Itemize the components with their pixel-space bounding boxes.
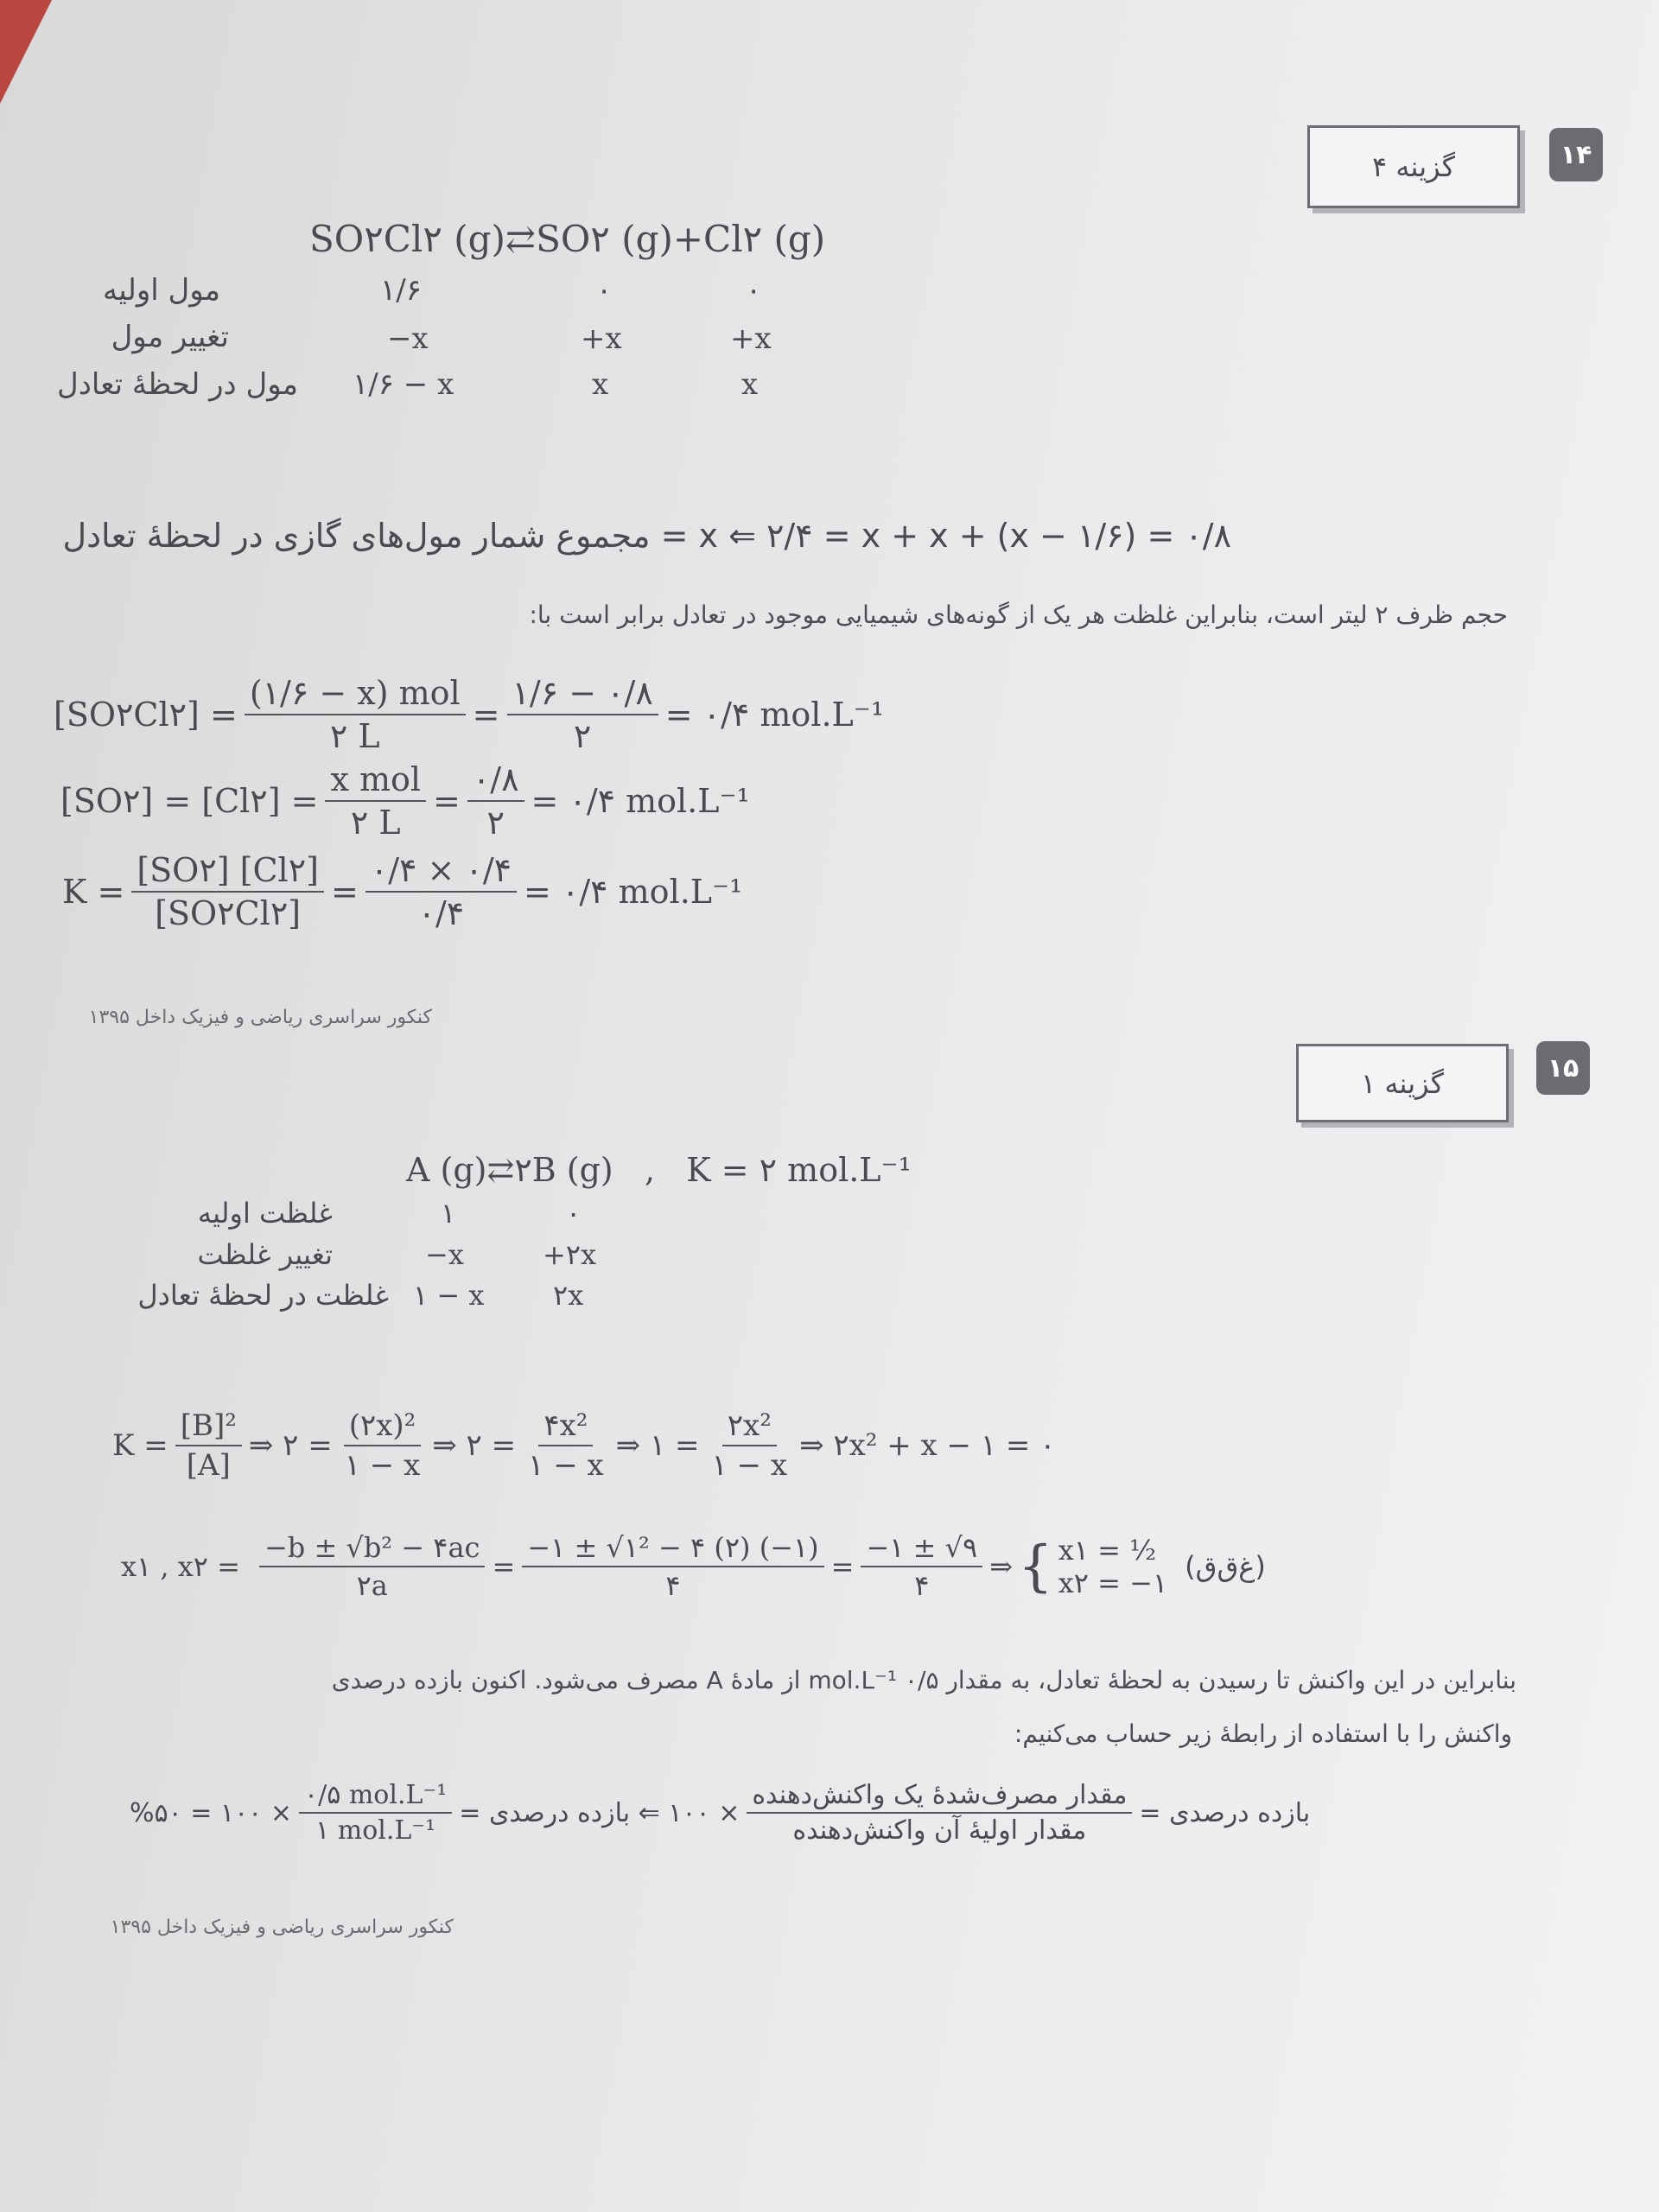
fraction bbox=[707, 1408, 793, 1483]
sum-of-moles-equation: ۰/۸ = x ⇐ ۲/۴ = x + x + (x − ۱/۶) = مجموع شمار مول‌های گازی در لحظهٔ تعادل bbox=[62, 517, 1231, 555]
equals-sign: = bbox=[330, 873, 359, 911]
equation-percent-yield bbox=[130, 1780, 1310, 1846]
numerator: −۱ ± √۱² − ۴ (۲) (−۱) bbox=[522, 1531, 823, 1567]
numerator: [B]² bbox=[175, 1408, 242, 1446]
equation-so2-cl2-concentration bbox=[60, 760, 750, 842]
answer-option-box-14: گزینه ۴ bbox=[1307, 125, 1520, 208]
roots-list bbox=[1058, 1534, 1167, 1599]
fraction bbox=[325, 760, 426, 842]
denominator: ۴ bbox=[665, 1569, 681, 1602]
numerator: (۱/۶ − x) mol bbox=[245, 674, 466, 715]
fraction bbox=[522, 1531, 823, 1602]
page-corner-decoration bbox=[0, 0, 52, 104]
denominator: مقدار اولیهٔ آن واکنش‌دهنده bbox=[792, 1815, 1087, 1846]
numerator: ۰/۸ bbox=[467, 760, 524, 802]
numerator: [SO۲] [Cl۲] bbox=[131, 851, 324, 893]
ice-label-initial: غلظت اولیه bbox=[197, 1197, 333, 1230]
equation-equilibrium-constant-14 bbox=[62, 851, 742, 932]
ice-cell: +x bbox=[581, 321, 622, 356]
denominator: [A] bbox=[186, 1448, 231, 1483]
source-citation-14: کنکور سراسری ریاضی و فیزیک داخل ۱۳۹۵ bbox=[88, 1007, 432, 1028]
denominator: ۲ L bbox=[350, 804, 401, 842]
fraction bbox=[467, 760, 524, 842]
question-number-15: ۱۵ bbox=[1536, 1041, 1590, 1095]
ice-cell: −x bbox=[425, 1238, 464, 1271]
equation-lhs: [SO۲Cl۲] = bbox=[54, 696, 238, 734]
equals-sign: = bbox=[472, 696, 500, 734]
answer-option-box-15: گزینه ۱ bbox=[1296, 1044, 1509, 1122]
fraction bbox=[747, 1780, 1132, 1846]
numerator: (۲x)² bbox=[344, 1408, 422, 1446]
equation-rhs: = ۰/۴ mol.L⁻¹ bbox=[664, 696, 885, 734]
denominator: ۲ bbox=[486, 804, 505, 842]
equals-sign: = bbox=[492, 1550, 516, 1583]
numerator: ۱/۶ − ۰/۸ bbox=[507, 674, 658, 715]
root-1: x۱ = ½ bbox=[1058, 1534, 1157, 1567]
equation-rhs: ⇒ ۲x² + x − ۱ = ۰ bbox=[799, 1428, 1056, 1463]
fraction bbox=[861, 1531, 982, 1602]
ice-cell: ۰ bbox=[596, 273, 613, 308]
ice-cell: +x bbox=[730, 321, 772, 356]
ice-cell: ۰ bbox=[746, 273, 762, 308]
paragraph-consumption-line1: بنابراین در این واکنش تا رسیدن به لحظهٔ تعادل، به مقدار ۰/۵ mol.L⁻¹ از مادهٔ A مصرف می‌شود. اکنون بازده درصدی bbox=[331, 1666, 1516, 1694]
fraction bbox=[175, 1408, 242, 1483]
ice-cell: +۲x bbox=[543, 1238, 597, 1271]
numerator: −b ± √b² − ۴ac bbox=[259, 1531, 486, 1567]
equation-lhs: x۱ , x۲ = bbox=[121, 1550, 240, 1583]
fraction bbox=[131, 851, 324, 932]
fraction bbox=[245, 674, 466, 755]
equals-sign: = bbox=[830, 1550, 855, 1583]
ice-cell: ۰ bbox=[566, 1197, 582, 1230]
denominator: ۲a bbox=[356, 1569, 388, 1602]
equation-step: ⇒ ۱ = bbox=[615, 1428, 700, 1463]
fraction bbox=[507, 674, 658, 755]
numerator: ۲x² bbox=[722, 1408, 777, 1446]
rejected-root-note: (غ‌ق‌ق) bbox=[1185, 1550, 1266, 1583]
equation-lhs: [SO۲] = [Cl۲] = bbox=[60, 782, 319, 820]
equation-rhs: = ۰/۴ mol.L⁻¹ bbox=[524, 873, 743, 911]
ice-cell: −x bbox=[387, 321, 429, 356]
numerator: x mol bbox=[325, 760, 426, 802]
equation-equilibrium-constant-15 bbox=[112, 1408, 1055, 1483]
ice-cell: x bbox=[741, 367, 759, 402]
equals-sign: = bbox=[433, 782, 461, 820]
numerator: −۱ ± √۹ bbox=[861, 1531, 982, 1567]
equation-step: ⇒ ۲ = bbox=[432, 1428, 517, 1463]
implies-arrow: ⇒ bbox=[989, 1550, 1014, 1583]
denominator: ۱ mol.L⁻¹ bbox=[315, 1815, 436, 1846]
numerator: ۴x² bbox=[538, 1408, 593, 1446]
denominator: ۱ − x bbox=[711, 1448, 788, 1483]
denominator: ۲ bbox=[573, 717, 592, 755]
fraction bbox=[259, 1531, 486, 1602]
equation-lhs: K = bbox=[112, 1428, 168, 1463]
denominator: [SO۲Cl۲] bbox=[155, 894, 302, 932]
ice-cell: ۱ − x bbox=[413, 1279, 485, 1312]
fraction bbox=[523, 1408, 609, 1483]
denominator: ۱ − x bbox=[344, 1448, 421, 1483]
ice-label-initial: مول اولیه bbox=[103, 273, 220, 308]
equation-rhs: = ۰/۴ mol.L⁻¹ bbox=[531, 782, 750, 820]
ice-label-equilibrium: مول در لحظهٔ تعادل bbox=[57, 367, 298, 402]
ice-cell: ۱ bbox=[441, 1197, 456, 1230]
left-brace: { bbox=[1018, 1535, 1053, 1599]
equation-lhs: K = bbox=[62, 873, 125, 911]
ice-label-change: تغییر مول bbox=[111, 320, 229, 354]
ice-cell: ۱/۶ bbox=[380, 273, 422, 308]
denominator: ۲ L bbox=[329, 717, 380, 755]
reaction-equation-15: A (g)⇄۲B (g) , K = ۲ mol.L⁻¹ bbox=[406, 1151, 912, 1189]
paragraph-concentration: حجم ظرف ۲ لیتر است، بنابراین غلظت هر یک از گونه‌های شیمیایی موجود در تعادل برابر است با: bbox=[529, 601, 1508, 629]
numerator: ۰/۴ × ۰/۴ bbox=[365, 851, 517, 893]
denominator: ۰/۴ bbox=[417, 894, 465, 932]
question-number-14: ۱۴ bbox=[1549, 128, 1603, 181]
reaction-equation-14: SO۲Cl۲ (g)⇄SO۲ (g)+Cl۲ (g) bbox=[309, 218, 826, 260]
numerator: ۰/۵ mol.L⁻¹ bbox=[299, 1780, 452, 1814]
equation-quadratic-roots bbox=[121, 1531, 1266, 1602]
source-citation-15: کنکور سراسری ریاضی و فیزیک داخل ۱۳۹۵ bbox=[110, 1916, 454, 1938]
fraction bbox=[299, 1780, 452, 1846]
ice-label-equilibrium: غلظت در لحظهٔ تعادل bbox=[137, 1279, 389, 1312]
equation-rhs: × ۱۰۰ = %۵۰ bbox=[130, 1797, 292, 1828]
ice-cell: ۱/۶ − x bbox=[353, 367, 454, 402]
equation-step: ⇒ ۲ = bbox=[248, 1428, 333, 1463]
root-2: x۲ = −۱ bbox=[1058, 1567, 1168, 1599]
denominator: ۴ bbox=[914, 1569, 930, 1602]
ice-cell: ۲x bbox=[553, 1279, 584, 1312]
equation-so2cl2-concentration bbox=[54, 674, 884, 755]
equation-step: × ۱۰۰ ⇐ بازده درصدی = bbox=[459, 1797, 741, 1828]
equation-lhs: بازده درصدی = bbox=[1139, 1797, 1311, 1828]
paragraph-consumption-line2: واکنش را با استفاده از رابطهٔ زیر حساب می‌کنیم: bbox=[1014, 1719, 1512, 1748]
fraction bbox=[340, 1408, 426, 1483]
denominator: ۱ − x bbox=[528, 1448, 604, 1483]
ice-cell: x bbox=[592, 367, 609, 402]
numerator: مقدار مصرف‌شدهٔ یک واکنش‌دهنده bbox=[747, 1780, 1132, 1814]
fraction bbox=[365, 851, 517, 932]
ice-label-change: تغییر غلظت bbox=[197, 1238, 333, 1271]
